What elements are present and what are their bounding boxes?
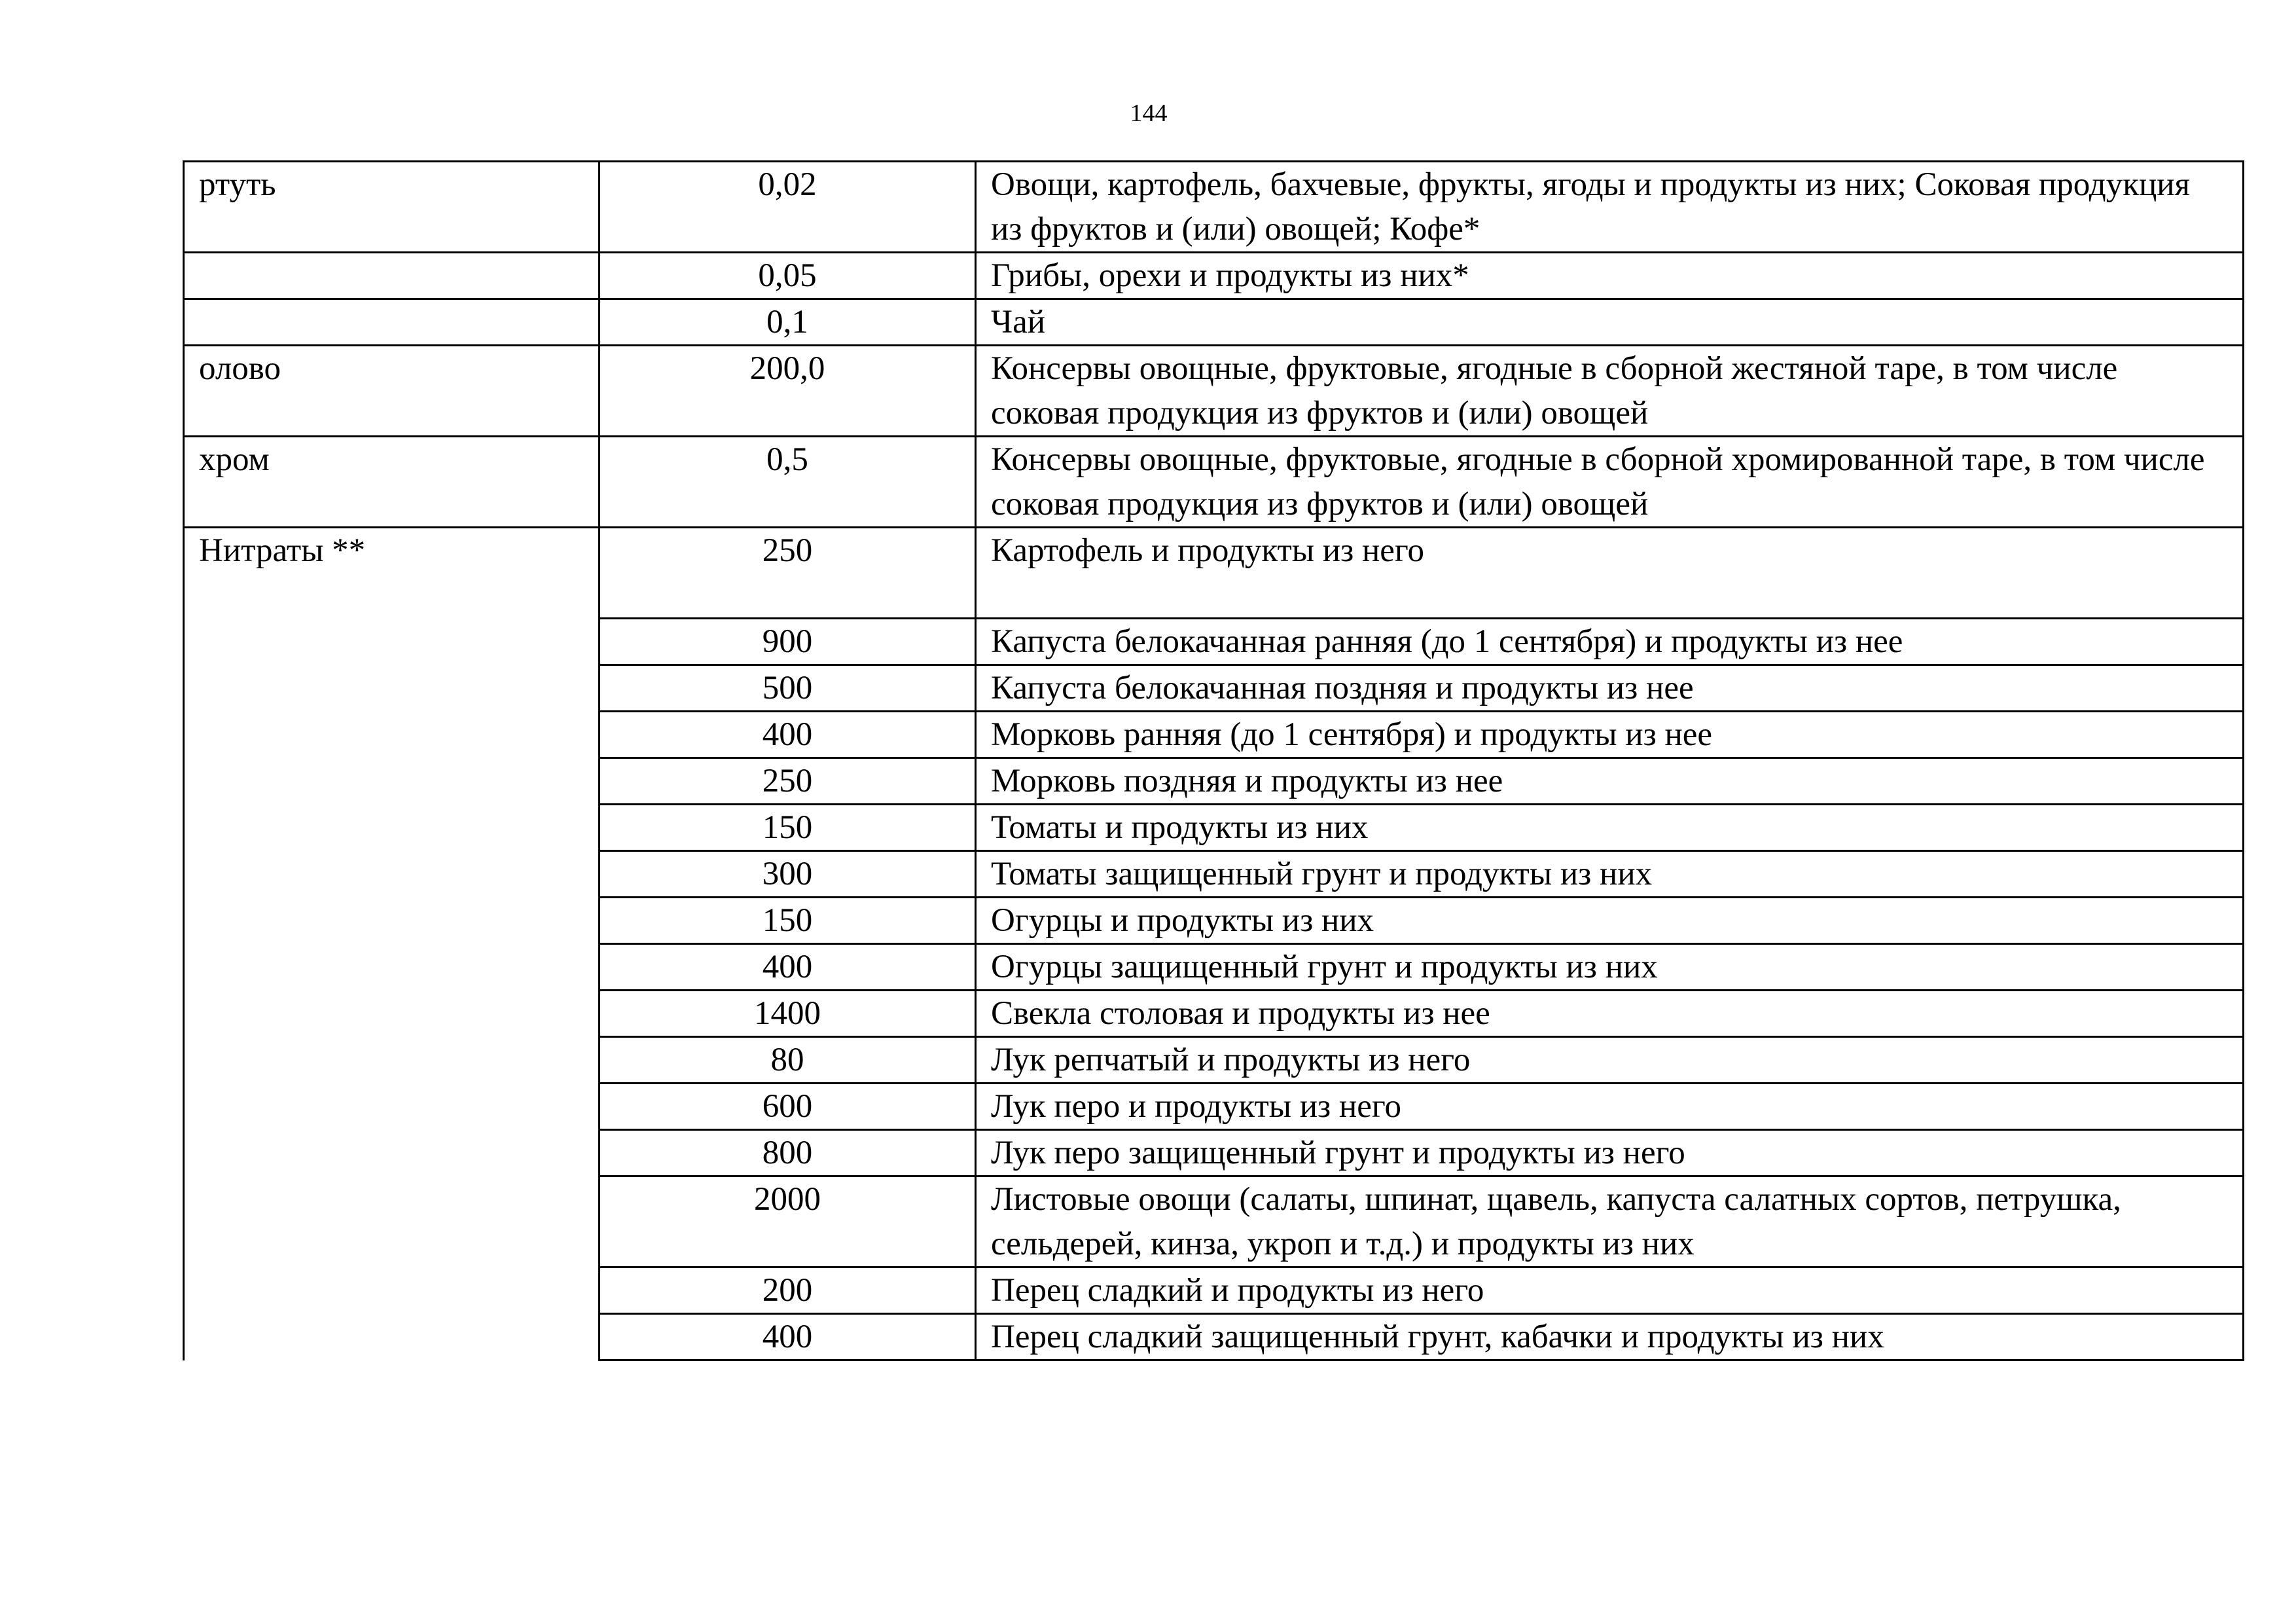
substance-cell: хром — [184, 437, 600, 528]
limit-value-cell: 150 — [600, 805, 976, 851]
limit-value-cell: 250 — [600, 758, 976, 805]
product-cell: Лук перо защищенный грунт и продукты из него — [976, 1130, 2244, 1176]
product-cell: Листовые овощи (салаты, шпинат, щавель, капуста салатных сортов, петрушка, сельдерей, кинза, укроп и т.д.) и продукты из них — [976, 1176, 2244, 1267]
limit-value-cell: 150 — [600, 898, 976, 944]
product-cell: Капуста белокачанная поздняя и продукты из нее — [976, 665, 2244, 712]
product-cell: Огурцы и продукты из них — [976, 898, 2244, 944]
limit-value-cell: 400 — [600, 712, 976, 758]
product-cell: Свекла столовая и продукты из нее — [976, 991, 2244, 1037]
product-cell: Лук репчатый и продукты из него — [976, 1037, 2244, 1084]
limit-value-cell: 250 — [600, 528, 976, 619]
substance-cell: Нитраты ** — [184, 528, 600, 1360]
table-row — [184, 437, 2244, 528]
product-cell: Капуста белокачанная ранняя (до 1 сентября) и продукты из нее — [976, 619, 2244, 665]
limit-value-cell: 300 — [600, 851, 976, 898]
substance-cell: олово — [184, 346, 600, 437]
table-row — [184, 528, 2244, 619]
product-cell: Овощи, картофель, бахчевые, фрукты, ягоды и продукты из них; Соковая продукция из фруктов и (или) овощей; Кофе* — [976, 162, 2244, 253]
product-cell: Перец сладкий и продукты из него — [976, 1267, 2244, 1314]
product-cell: Картофель и продукты из него — [976, 528, 2244, 619]
substance-cell — [184, 253, 600, 299]
substance-cell: ртуть — [184, 162, 600, 253]
limit-value-cell: 200,0 — [600, 346, 976, 437]
limit-value-cell: 600 — [600, 1084, 976, 1130]
limit-value-cell: 800 — [600, 1130, 976, 1176]
limits-table — [183, 160, 2244, 1361]
limit-value-cell: 2000 — [600, 1176, 976, 1267]
limit-value-cell: 900 — [600, 619, 976, 665]
product-cell: Томаты защищенный грунт и продукты из них — [976, 851, 2244, 898]
limit-value-cell: 0,1 — [600, 299, 976, 346]
product-cell: Лук перо и продукты из него — [976, 1084, 2244, 1130]
product-cell: Огурцы защищенный грунт и продукты из них — [976, 944, 2244, 991]
product-cell: Морковь ранняя (до 1 сентября) и продукты из нее — [976, 712, 2244, 758]
table-row — [184, 162, 2244, 253]
product-cell: Консервы овощные, фруктовые, ягодные в сборной хромированной таре, в том числе соковая продукция из фруктов и (или) овощей — [976, 437, 2244, 528]
limit-value-cell: 0,02 — [600, 162, 976, 253]
limit-value-cell: 0,5 — [600, 437, 976, 528]
product-cell: Грибы, орехи и продукты из них* — [976, 253, 2244, 299]
limit-value-cell: 400 — [600, 944, 976, 991]
product-cell: Чай — [976, 299, 2244, 346]
product-cell: Перец сладкий защищенный грунт, кабачки и продукты из них — [976, 1314, 2244, 1360]
limit-value-cell: 200 — [600, 1267, 976, 1314]
limit-value-cell: 500 — [600, 665, 976, 712]
table-row — [184, 346, 2244, 437]
limit-value-cell: 1400 — [600, 991, 976, 1037]
product-cell: Консервы овощные, фруктовые, ягодные в сборной жестяной таре, в том числе соковая продукция из фруктов и (или) овощей — [976, 346, 2244, 437]
table-row — [184, 299, 2244, 346]
page-number: 144 — [1130, 100, 1168, 127]
limit-value-cell: 400 — [600, 1314, 976, 1360]
product-cell: Морковь поздняя и продукты из нее — [976, 758, 2244, 805]
limit-value-cell: 80 — [600, 1037, 976, 1084]
table-row — [184, 253, 2244, 299]
substance-cell — [184, 299, 600, 346]
limit-value-cell: 0,05 — [600, 253, 976, 299]
product-cell: Томаты и продукты из них — [976, 805, 2244, 851]
